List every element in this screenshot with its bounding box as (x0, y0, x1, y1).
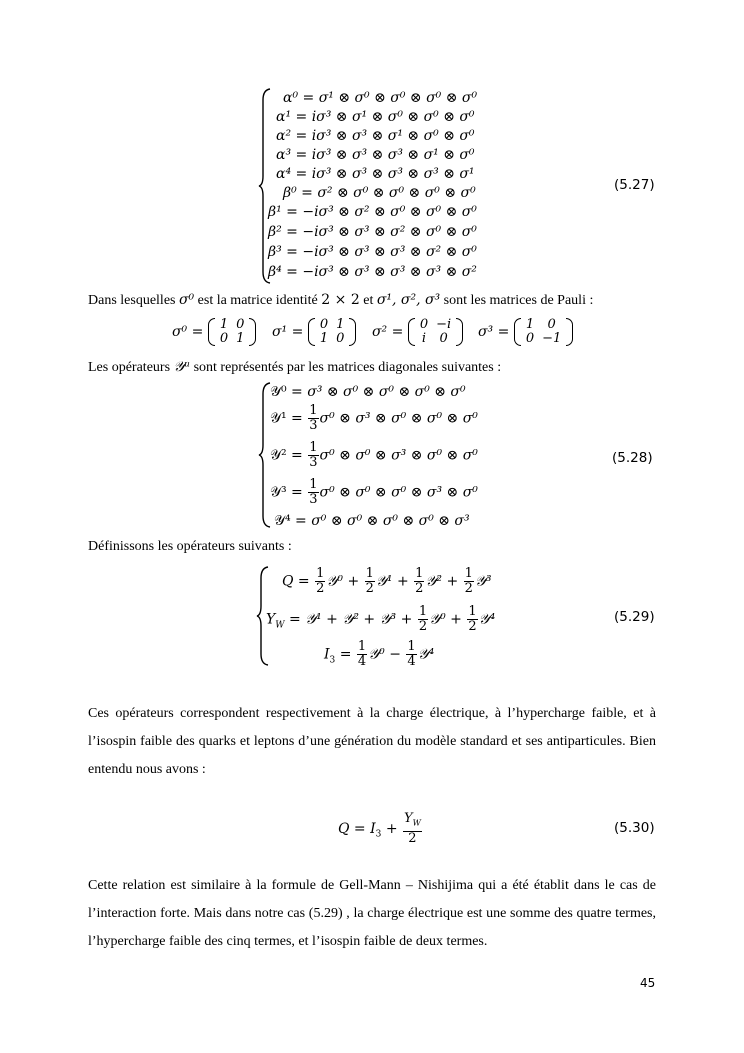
term: 𝒴⁰ + (326, 573, 360, 590)
matrix (308, 318, 357, 346)
denominator: 3 (309, 492, 318, 507)
numerator: 1 (418, 604, 428, 619)
pauli-label: σ¹ = (272, 324, 304, 340)
denominator: 2 (408, 830, 417, 846)
y3-line (270, 478, 478, 507)
denominator: 2 (415, 581, 424, 596)
yw-definition-line (266, 605, 495, 634)
matrix-cell: 1 (219, 317, 229, 332)
beta-0-line: β⁰ = σ² ⊗ σ⁰ ⊗ σ⁰ ⊗ σ⁰ ⊗ σ⁰ (283, 185, 476, 201)
matrix (208, 318, 257, 346)
matrix-cell: 1 (336, 317, 345, 332)
matrix-cell: 0 (336, 331, 345, 346)
equation-number-5-30: (5.30) (614, 820, 655, 836)
denominator: 2 (464, 581, 473, 596)
equation-5-30 (338, 812, 423, 846)
fraction (308, 478, 318, 507)
lhs: 𝒴⁰ = (270, 384, 303, 400)
fraction (308, 441, 318, 470)
denominator: 4 (357, 654, 367, 669)
alpha-1-line: α¹ = iσ³ ⊗ σ¹ ⊗ σ⁰ ⊗ σ⁰ ⊗ σ⁰ (276, 109, 475, 125)
subscript: 3 (329, 655, 336, 666)
numerator: 1 (316, 566, 325, 581)
lhs: 𝒴² = (270, 447, 303, 464)
pauli-label: σ³ = (478, 324, 510, 340)
matrix (408, 318, 463, 346)
numerator: 1 (407, 639, 416, 654)
matrix-cell: −i (436, 317, 452, 332)
pauli-intro-text (88, 291, 593, 310)
lhs: 𝒴⁴ = (274, 513, 307, 529)
y-operators-intro (88, 358, 501, 377)
numerator: 1 (309, 403, 318, 418)
alpha-3-line: α³ = iσ³ ⊗ σ³ ⊗ σ³ ⊗ σ¹ ⊗ σ⁰ (276, 147, 475, 163)
matrix-cell: 1 (236, 331, 245, 346)
lhs: Q = (282, 573, 310, 590)
rhs: σ⁰ ⊗ σ⁰ ⊗ σ⁰ ⊗ σ³ ⊗ σ⁰ (319, 484, 478, 501)
math-span: σ⁰ (178, 292, 195, 308)
equation-number-5-28: (5.28) (612, 450, 653, 466)
text-span: sont les matrices de Pauli : (440, 293, 594, 308)
pauli-label: σ² = (372, 324, 404, 340)
fraction (365, 567, 375, 596)
text-span: est la matrice identité (194, 293, 322, 308)
pauli-matrix-2 (372, 318, 463, 346)
math-span: 𝒴ᵘ (173, 359, 191, 375)
lhs: Q = I (338, 820, 376, 837)
fraction (315, 567, 325, 596)
matrix-cell: i (421, 331, 427, 346)
pauli-label: σ⁰ = (172, 324, 204, 340)
numerator: 1 (309, 477, 318, 492)
term: 𝒴⁴ (478, 611, 496, 628)
y1-line (270, 404, 478, 433)
matrix-cell: 0 (547, 317, 556, 332)
fraction (418, 605, 428, 634)
equation-number-5-27: (5.27) (614, 177, 655, 193)
text-span: et (359, 293, 377, 308)
equation-number-5-29: (5.29) (614, 609, 655, 625)
matrix-cell: 1 (525, 317, 535, 332)
beta-2-line: β² = −iσ³ ⊗ σ³ ⊗ σ² ⊗ σ⁰ ⊗ σ⁰ (268, 224, 477, 240)
y0-line (270, 384, 466, 400)
fraction (403, 812, 422, 846)
alpha-4-line: α⁴ = iσ³ ⊗ σ³ ⊗ σ³ ⊗ σ³ ⊗ σ¹ (276, 166, 475, 182)
matrix-cell: 0 (439, 331, 448, 346)
subscript: 3 (375, 829, 382, 840)
y4-line (274, 513, 470, 529)
numerator-symbol: Y (404, 811, 413, 826)
term: 𝒴³ (474, 573, 492, 590)
rhs: σ³ ⊗ σ⁰ ⊗ σ⁰ ⊗ σ⁰ ⊗ σ⁰ (307, 384, 466, 400)
matrix-cell: 0 (525, 331, 535, 346)
lhs: Y (266, 611, 276, 628)
matrix-cell: 0 (319, 317, 329, 332)
rhs: σ⁰ ⊗ σ⁰ ⊗ σ³ ⊗ σ⁰ ⊗ σ⁰ (319, 447, 478, 464)
text-span: Dans lesquelles (88, 293, 179, 308)
plus: + (381, 820, 398, 837)
numerator (403, 812, 422, 832)
fraction (308, 404, 318, 433)
equals: = (335, 646, 352, 663)
denominator: 4 (407, 654, 416, 669)
y2-line (270, 441, 478, 470)
denominator: 3 (309, 418, 318, 433)
page-number: 45 (640, 976, 656, 990)
fraction (464, 567, 474, 596)
denominator: 2 (316, 581, 325, 596)
denominator: 3 (309, 455, 318, 470)
math-span: 2 × 2 (321, 292, 360, 308)
numerator: 1 (464, 566, 473, 581)
paragraph-gell-mann: Cette relation est similaire à la formule de Gell-Mann – Nishijima qui a été établit dans le cas de l’interaction forte. Mais dans notre cas (5.29) , la charge électrique est une somme des quatre termes, l’hypercharge faible des cinq termes, et l’isospin faible de deux termes. (88, 878, 656, 949)
pauli-matrix-0 (172, 318, 256, 346)
matrix-cell: 0 (219, 331, 229, 346)
term: 𝒴⁰ + (429, 611, 462, 628)
matrix-cell: 1 (319, 331, 329, 346)
definitions-intro: Définissons les opérateurs suivants : (88, 539, 292, 554)
pauli-matrix-3 (478, 318, 573, 346)
term: = 𝒴¹ + 𝒴² + 𝒴³ + (284, 611, 413, 628)
term: 𝒴⁴ (417, 646, 435, 663)
text-span: sont représentés par les matrices diagonales suivantes : (190, 360, 502, 375)
beta-3-line: β³ = −iσ³ ⊗ σ³ ⊗ σ³ ⊗ σ² ⊗ σ⁰ (268, 244, 477, 260)
matrix-cell: 0 (419, 317, 429, 332)
pauli-matrix-1 (272, 318, 356, 346)
lhs: 𝒴³ = (270, 484, 303, 501)
matrix-cell: −1 (542, 331, 562, 346)
fraction (406, 640, 416, 669)
numerator: 1 (468, 604, 477, 619)
alpha-2-line: α² = iσ³ ⊗ σ³ ⊗ σ¹ ⊗ σ⁰ ⊗ σ⁰ (276, 128, 475, 144)
denominator: 2 (418, 619, 428, 634)
denominator: 2 (365, 581, 374, 596)
lhs: 𝒴¹ = (270, 410, 303, 427)
numerator: 1 (357, 639, 367, 654)
subscript: W (412, 818, 421, 828)
subscript: W (275, 620, 285, 631)
alpha-0-line: α⁰ = σ¹ ⊗ σ⁰ ⊗ σ⁰ ⊗ σ⁰ ⊗ σ⁰ (283, 90, 478, 106)
q-definition-line (282, 567, 492, 596)
matrix-cell: 0 (236, 317, 245, 332)
term: 𝒴⁰ − (368, 646, 401, 663)
fraction (467, 605, 477, 634)
denominator: 2 (468, 619, 477, 634)
numerator: 1 (309, 440, 318, 455)
fraction (357, 640, 367, 669)
text-span: Les opérateurs (88, 360, 174, 375)
beta-4-line: β⁴ = −iσ³ ⊗ σ³ ⊗ σ³ ⊗ σ³ ⊗ σ² (268, 264, 477, 280)
numerator: 1 (415, 566, 424, 581)
lhs: I (324, 646, 330, 663)
term: 𝒴² + (425, 573, 459, 590)
term: 𝒴¹ + (375, 573, 409, 590)
beta-1-line: β¹ = −iσ³ ⊗ σ² ⊗ σ⁰ ⊗ σ⁰ ⊗ σ⁰ (268, 204, 477, 220)
paragraph-operators: Ces opérateurs correspondent respectivement à la charge électrique, à l’hypercharge faible, et à l’isospin faible des quarks et leptons d’une génération du modèle standard et ses antiparticules. Bien entendu nous avons : (88, 706, 656, 777)
rhs: σ⁰ ⊗ σ³ ⊗ σ⁰ ⊗ σ⁰ ⊗ σ⁰ (319, 410, 478, 427)
math-span: σ¹, σ², σ³ (376, 292, 441, 308)
rhs: σ⁰ ⊗ σ⁰ ⊗ σ⁰ ⊗ σ⁰ ⊗ σ³ (311, 513, 470, 529)
matrix (514, 318, 573, 346)
numerator: 1 (365, 566, 374, 581)
fraction (414, 567, 424, 596)
i3-definition-line (324, 640, 434, 669)
